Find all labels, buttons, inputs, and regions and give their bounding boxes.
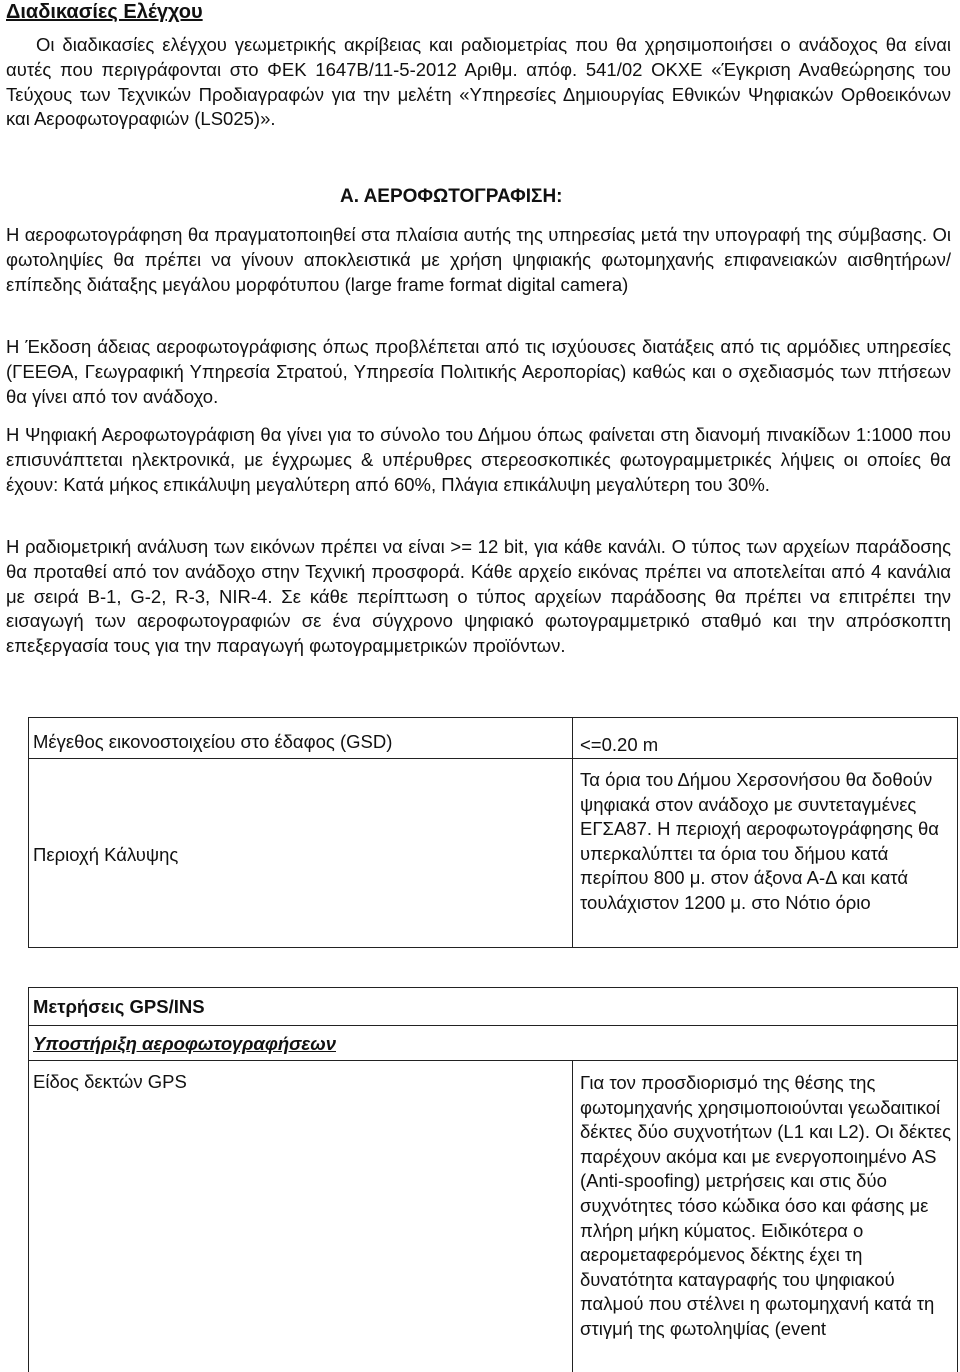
coverage-label: Περιοχή Κάλυψης xyxy=(33,844,179,865)
table-column-divider xyxy=(572,1060,573,1372)
table-border-left xyxy=(28,987,29,1372)
gsd-label: Μέγεθος εικονοστοιχείου στο έδαφος (GSD) xyxy=(33,731,393,752)
table-row-divider xyxy=(28,947,958,948)
table-border-left xyxy=(28,717,29,948)
receivers-value: Για τον προσδιορισμό της θέσης της φωτομηχανής χρησιμοποιούνται γεωδαιτικοί δέκτες δύο συχνοτήτων (L1 και L2). Οι δέκτες παρέχουν ακόμα και με ενεργοποιημένο AS (Anti-spoofing) μετρήσεις και στις δύο συχνότητες τόσο κώδικα όσο και φάσης με πλήρη μήκη κύματος. Ειδικότερα ο αερομεταφερόμενος δέκτης έχει τη δυνατότητα καταγραφής του ψηφιακού παλμού που στέλνει η φωτομηχανή κατά τη στιγμή της φωτοληψίας (event xyxy=(580,1072,952,1339)
table-border-top xyxy=(28,987,958,988)
table-row-divider xyxy=(28,758,958,759)
table-column-divider xyxy=(572,717,573,948)
coverage-value: Τα όρια του Δήμου Χερσονήσου θα δοθούν ψηφιακά στον ανάδοχο με συντεταγμένες ΕΓΣΑ87. Η περιοχή αεροφωτογράφησης θα υπερκαλύπτει τα όρια του δήμου κατά περίπου 800 μ. στον άξονα Α-Δ και κατά τουλάχιστον 1200 μ. στο Νότιο όριο xyxy=(580,769,940,913)
table-row-divider xyxy=(28,1025,958,1026)
table-border-right xyxy=(957,987,958,1372)
paragraph-radiometric: Η ραδιομετρική ανάλυση των εικόνων πρέπει να είναι >= 12 bit, για κάθε κανάλι. Ο τύπος των αρχείων παράδοσης θα προταθεί από τον ανάδοχο στην Τεχνική προσφορά. Κάθε αρχείο εικόνας πρέπει να αποτελείται από 4 κανάλια με σειρά B-1, G-2, R-3, NIR-4. Σε κάθε περίπτωση ο τύπος αρχείων παράδοσης θα πρέπει να επιτρέπει την εισαγωγή των αεροφωτογραφιών σε ένα σύγχρονο ψηφιακό φωτογραμμετρικό σταθμό και την απρόσκοπτη επεξεργασία τους για την παραγωγή φωτογραμμετρικών προϊόντων. xyxy=(6,536,951,657)
table-row-divider xyxy=(28,1060,958,1061)
paragraph-permit: Η Έκδοση άδειας αεροφωτογράφισης όπως προβλέπεται από τις ισχύουσες διατάξεις από τις αρμόδιες υπηρεσίες (ΓΕΕΘΑ, Γεωγραφική Υπηρεσία Στρατού, Υπηρεσία Πολιτικής Αεροπορίας) καθώς και ο σχεδιασμός των πτήσεων θα γίνει από τον ανάδοχο. xyxy=(6,336,951,407)
paragraph-aerial-photography: Η αεροφωτογράφηση θα πραγματοποιηθεί στα πλαίσια αυτής της υπηρεσίας μετά την υπογραφή της σύμβασης. Οι φωτοληψίες θα πρέπει να γίνουν αποκλειστικά με χρήση ψηφιακής φωτομηχανής επιφανειακών αισθητήρων/επίπεδης διάταξης μεγάλου μορφότυπου (large frame format digital camera) xyxy=(6,224,951,295)
section-title: Α. ΑΕΡΟΦΩΤΟΓΡΑΦΙΣΗ: xyxy=(340,186,563,207)
photography-support-header: Υποστήριξη αεροφωτογραφήσεων xyxy=(33,1033,336,1054)
page-heading: Διαδικασίες Ελέγχου xyxy=(6,1,203,23)
gps-ins-header: Μετρήσεις GPS/INS xyxy=(33,996,205,1017)
table-border-top xyxy=(28,717,958,718)
gsd-value: <=0.20 m xyxy=(580,734,659,755)
receivers-label: Είδος δεκτών GPS xyxy=(33,1071,187,1092)
table-border-right xyxy=(957,717,958,948)
paragraph-digital-coverage: Η Ψηφιακή Αεροφωτογράφιση θα γίνει για το σύνολο του Δήμου όπως φαίνεται στη διανομή πινακίδων 1:1000 που επισυνάπτεται ηλεκτρονικά, με έγχρωμες & υπέρυθρες στερεοσκοπικές φωτογραμμετρικές λήψεις οι οποίες θα έχουν: Κατά μήκος επικάλυψη μεγαλύτερη από 60%, Πλάγια επικάλυψη μεγαλύτερη του 30%. xyxy=(6,424,951,495)
intro-paragraph: Οι διαδικασίες ελέγχου γεωμετρικής ακρίβειας και ραδιομετρίας που θα χρησιμοποιήσει ο ανάδοχος θα είναι αυτές που περιγράφονται στο ΦΕΚ 1647Β/11-5-2012 Αριθμ. απόφ. 541/02 ΟΚΧΕ «Έγκριση Αναθεώρησης του Τεύχους των Τεχνικών Προδιαγραφών για την μελέτη «Υπηρεσίες Δημιουργίας Εθνικών Ψηφιακών Ορθοεικόνων και Αεροφωτογραφιών (LS025)». xyxy=(6,34,951,130)
